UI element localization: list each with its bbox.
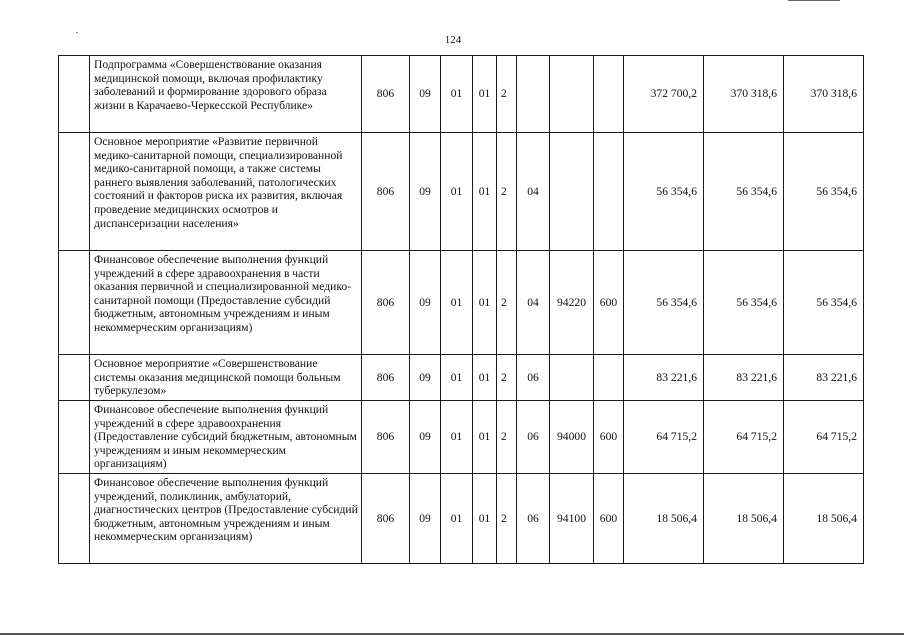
- budget-table: [58, 55, 864, 564]
- section-code: 09: [410, 474, 441, 564]
- amount-year-1: 83 221,6: [624, 355, 704, 401]
- amount-year-2: 64 715,2: [704, 401, 784, 474]
- direction-code: [550, 355, 594, 401]
- grbs-code: 806: [362, 474, 410, 564]
- amount-year-2: 56 354,6: [704, 251, 784, 355]
- program-code: 01: [473, 133, 497, 251]
- grbs-code: 806: [362, 133, 410, 251]
- measure-code: 06: [517, 355, 550, 401]
- grbs-code: 806: [362, 56, 410, 133]
- direction-code: 94220: [550, 251, 594, 355]
- amount-year-3: 370 318,6: [784, 56, 864, 133]
- amount-year-3: 18 506,4: [784, 474, 864, 564]
- subprogram-code: 2: [497, 355, 517, 401]
- row-name: Основное мероприятие «Развитие первичной медико-санитарной помощи, специализированной медико-санитарной помощи, а также системы раннего выявления заболеваний, патологических состояний и факторов риска их развития, включая проведение медицинских осмотров и диспансеризации населения»: [90, 133, 362, 251]
- section-code: 09: [410, 355, 441, 401]
- row-name: Финансовое обеспечение выполнения функций учреждений, поликлиник, амбулаторий, диагностических центров (Предоставление субсидий бюджетным, автономным учреждениям и иным некоммерческим организациям): [90, 474, 362, 564]
- table-row: [59, 133, 864, 251]
- amount-year-1: 56 354,6: [624, 133, 704, 251]
- amount-year-1: 372 700,2: [624, 56, 704, 133]
- subsection-code: 01: [441, 251, 473, 355]
- measure-code: [517, 56, 550, 133]
- amount-year-3: 64 715,2: [784, 401, 864, 474]
- empty-index-cell: [59, 251, 90, 355]
- program-code: 01: [473, 56, 497, 133]
- row-name: Финансовое обеспечение выполнения функций учреждений в сфере здравоохранения в части оказания первичной и специализированной медико-санитарной помощи (Предоставление субсидий бюджетным, автономным учреждениям и иным некоммерческим организациям): [90, 251, 362, 355]
- subsection-code: 01: [441, 56, 473, 133]
- expense-type-code: 600: [594, 474, 624, 564]
- program-code: 01: [473, 474, 497, 564]
- subprogram-code: 2: [497, 251, 517, 355]
- expense-type-code: 600: [594, 401, 624, 474]
- section-code: 09: [410, 56, 441, 133]
- direction-code: [550, 56, 594, 133]
- amount-year-1: 56 354,6: [624, 251, 704, 355]
- amount-year-2: 370 318,6: [704, 56, 784, 133]
- amount-year-1: 18 506,4: [624, 474, 704, 564]
- measure-code: 06: [517, 474, 550, 564]
- empty-index-cell: [59, 133, 90, 251]
- amount-year-2: 18 506,4: [704, 474, 784, 564]
- subprogram-code: 2: [497, 401, 517, 474]
- section-code: 09: [410, 251, 441, 355]
- scan-speck: [76, 32, 78, 33]
- subsection-code: 01: [441, 401, 473, 474]
- table-row: [59, 474, 864, 564]
- section-code: 09: [410, 133, 441, 251]
- scan-bottom-edge: [0, 633, 904, 635]
- program-code: 01: [473, 251, 497, 355]
- expense-type-code: [594, 355, 624, 401]
- measure-code: 04: [517, 251, 550, 355]
- expense-type-code: 600: [594, 251, 624, 355]
- grbs-code: 806: [362, 251, 410, 355]
- amount-year-3: 56 354,6: [784, 251, 864, 355]
- direction-code: [550, 133, 594, 251]
- table-row: [59, 401, 864, 474]
- expense-type-code: [594, 56, 624, 133]
- subprogram-code: 2: [497, 133, 517, 251]
- subsection-code: 01: [441, 474, 473, 564]
- row-name: Подпрограмма «Совершенствование оказания медицинской помощи, включая профилактику заболеваний и формирование здорового образа жизни в Карачаево-Черкесской Республике»: [90, 56, 362, 133]
- table-row: [59, 56, 864, 133]
- empty-index-cell: [59, 401, 90, 474]
- grbs-code: 806: [362, 401, 410, 474]
- amount-year-1: 64 715,2: [624, 401, 704, 474]
- subprogram-code: 2: [497, 474, 517, 564]
- subprogram-code: 2: [497, 56, 517, 133]
- measure-code: 04: [517, 133, 550, 251]
- measure-code: 06: [517, 401, 550, 474]
- empty-index-cell: [59, 56, 90, 133]
- section-code: 09: [410, 401, 441, 474]
- direction-code: 94100: [550, 474, 594, 564]
- amount-year-2: 83 221,6: [704, 355, 784, 401]
- grbs-code: 806: [362, 355, 410, 401]
- empty-index-cell: [59, 355, 90, 401]
- direction-code: 94000: [550, 401, 594, 474]
- subsection-code: 01: [441, 355, 473, 401]
- row-name: Основное мероприятие «Совершенствование системы оказания медицинской помощи больным туберкулезом»: [90, 355, 362, 401]
- scan-edge-line: [788, 0, 840, 1]
- table-row: [59, 355, 864, 401]
- empty-index-cell: [59, 474, 90, 564]
- table-body: [59, 56, 864, 564]
- amount-year-3: 56 354,6: [784, 133, 864, 251]
- table-row: [59, 251, 864, 355]
- page-number: 124: [444, 34, 462, 46]
- program-code: 01: [473, 401, 497, 474]
- expense-type-code: [594, 133, 624, 251]
- program-code: 01: [473, 355, 497, 401]
- row-name: Финансовое обеспечение выполнения функций учреждений в сфере здравоохранения (Предоставление субсидий бюджетным, автономным учреждениям и иным некоммерческим организациям): [90, 401, 362, 474]
- amount-year-3: 83 221,6: [784, 355, 864, 401]
- amount-year-2: 56 354,6: [704, 133, 784, 251]
- subsection-code: 01: [441, 133, 473, 251]
